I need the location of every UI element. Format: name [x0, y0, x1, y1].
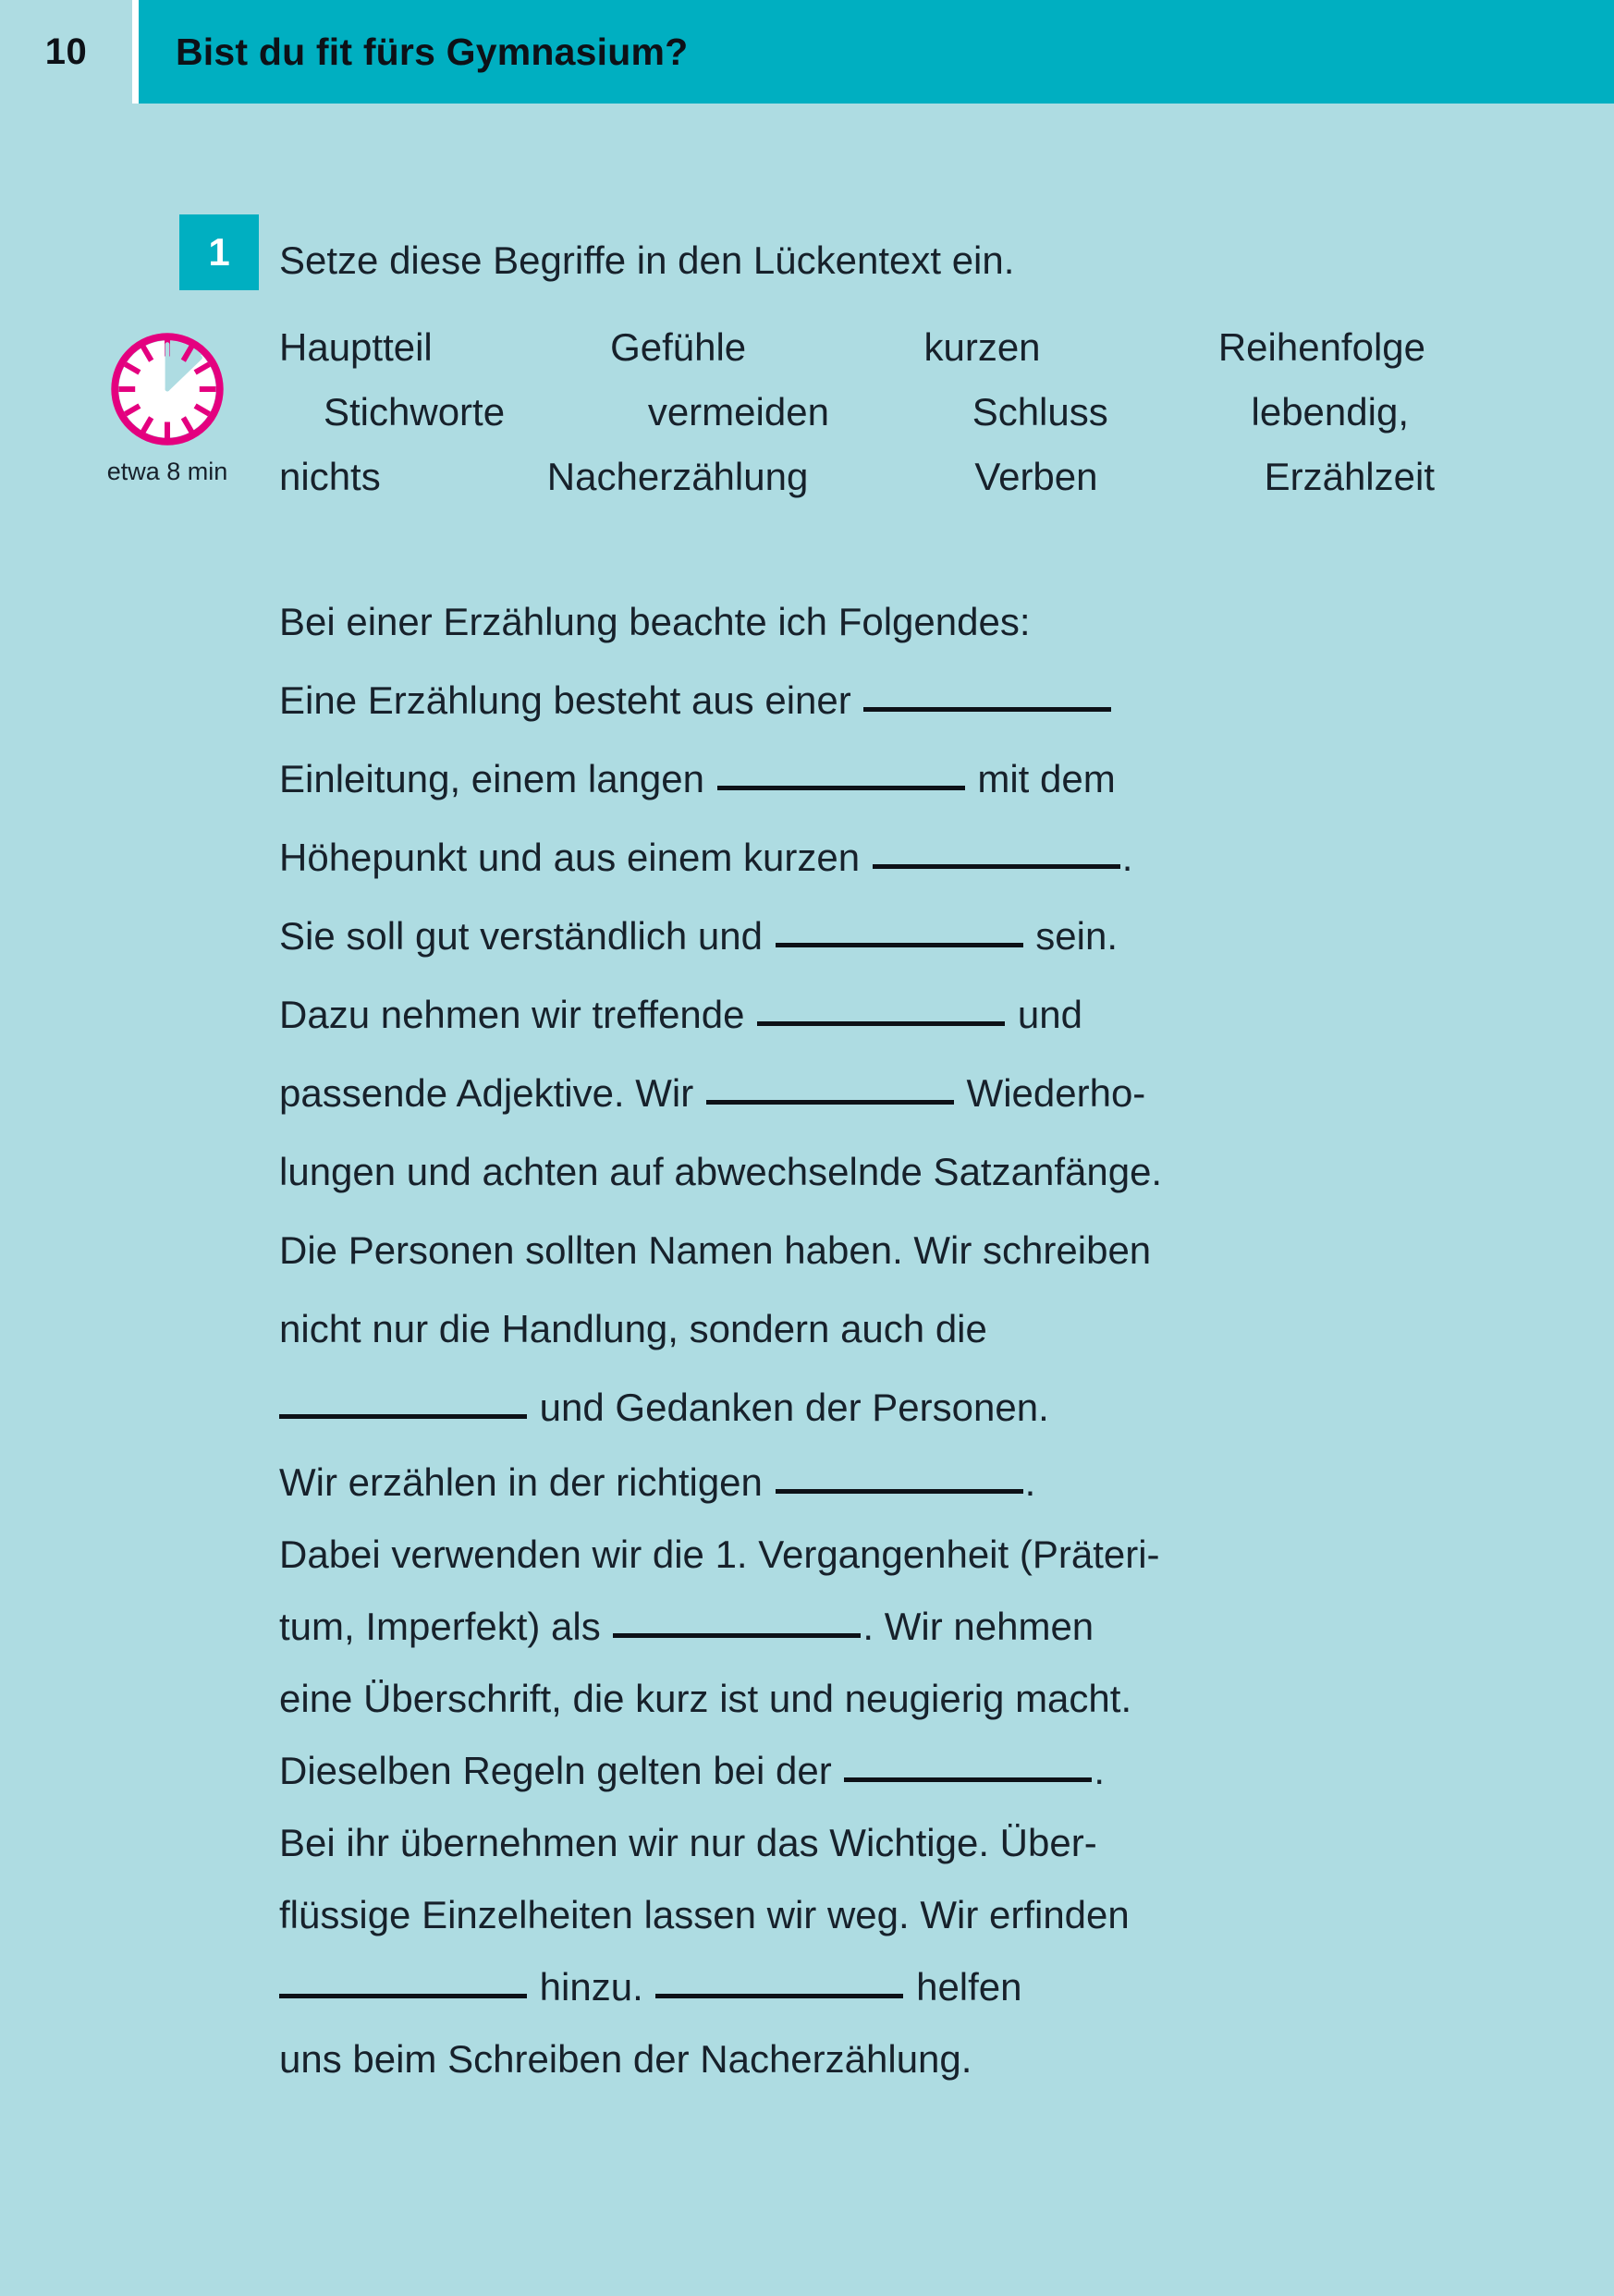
cloze-line: [279, 1211, 1472, 1289]
task-instruction: Setze diese Begriffe in den Lückentext ein.: [279, 238, 1015, 282]
cloze-line: [279, 739, 1472, 818]
word-bank-item[interactable]: Hauptteil: [279, 325, 433, 369]
answer-blank[interactable]: [717, 754, 965, 790]
cloze-line: [279, 1735, 1472, 1807]
cloze-text-run: Wir erzählen in der richtigen: [279, 1460, 774, 1504]
word-bank-item[interactable]: Nacherzählung: [546, 455, 809, 498]
word-bank-item[interactable]: Schluss: [972, 390, 1108, 434]
page-title: Bist du fit fürs Gymnasium?: [176, 30, 689, 73]
cloze-line: [279, 818, 1472, 897]
cloze-line: [279, 1519, 1472, 1591]
word-bank: [279, 325, 1435, 519]
cloze-text-run: nicht nur die Handlung, sondern auch die: [279, 1307, 987, 1350]
cloze-line: [279, 1447, 1472, 1519]
cloze-line: [279, 1368, 1472, 1447]
cloze-text-run: Die Personen sollten Namen haben. Wir schreiben: [279, 1228, 1152, 1272]
cloze-line: [279, 1951, 1472, 2023]
cloze-text-run: Sie soll gut verständlich und: [279, 914, 774, 958]
word-bank-item[interactable]: lebendig,: [1251, 390, 1409, 434]
cloze-text-run: helfen: [905, 1965, 1022, 2009]
page-number: 10: [44, 31, 88, 72]
cloze-line: [279, 1879, 1472, 1951]
word-bank-item[interactable]: nichts: [279, 455, 381, 498]
answer-blank[interactable]: [844, 1746, 1092, 1782]
time-estimate: [102, 324, 233, 486]
answer-blank[interactable]: [279, 1962, 527, 1998]
answer-blank[interactable]: [776, 1458, 1023, 1494]
word-bank-item[interactable]: Stichworte: [324, 390, 506, 434]
cloze-line: [279, 661, 1472, 739]
page-header: [0, 0, 1614, 104]
cloze-line: [279, 1289, 1472, 1368]
answer-blank[interactable]: [776, 911, 1023, 947]
answer-blank[interactable]: [279, 1383, 527, 1419]
answer-blank[interactable]: [873, 833, 1120, 869]
answer-blank[interactable]: [863, 676, 1111, 712]
cloze-line: [279, 582, 1472, 661]
header-band: [139, 0, 1614, 104]
cloze-text-run: sein.: [1024, 914, 1119, 958]
cloze-text-run: Wiederho-: [955, 1071, 1146, 1115]
cloze-text-run: flüssige Einzelheiten lassen wir weg. Wir erfinden: [279, 1893, 1130, 1936]
cloze-text-run: . Wir nehmen: [862, 1605, 1094, 1648]
cloze-line: [279, 2023, 1472, 2095]
cloze-text-run: tum, Imperfekt) als: [279, 1605, 612, 1648]
cloze-text: [279, 582, 1472, 2095]
answer-blank[interactable]: [655, 1962, 903, 1998]
clock-icon: [102, 324, 233, 455]
cloze-text-run: Dieselben Regeln gelten bei der: [279, 1749, 843, 1792]
cloze-text-run: lungen und achten auf abwechselnde Satzanfänge.: [279, 1150, 1163, 1193]
cloze-text-run: .: [1094, 1749, 1106, 1792]
task-number-badge: 1: [179, 214, 259, 290]
cloze-text-run: Bei einer Erzählung beachte ich Folgendes:: [279, 600, 1031, 643]
cloze-text-run: Eine Erzählung besteht aus einer: [279, 678, 862, 722]
word-bank-item[interactable]: vermeiden: [647, 390, 829, 434]
word-bank-row: [279, 390, 1435, 455]
answer-blank[interactable]: [757, 990, 1005, 1026]
cloze-line: [279, 897, 1472, 975]
cloze-text-run: hinzu.: [529, 1965, 654, 2009]
cloze-text-run: Dabei verwenden wir die 1. Vergangenheit (Präteri-: [279, 1533, 1160, 1576]
cloze-text-run: Höhepunkt und aus einem kurzen: [279, 836, 871, 879]
cloze-text-run: eine Überschrift, die kurz ist und neugierig macht.: [279, 1677, 1132, 1720]
word-bank-item[interactable]: Verben: [974, 455, 1098, 498]
cloze-line: [279, 1663, 1472, 1735]
cloze-text-run: Dazu nehmen wir treffende: [279, 993, 756, 1036]
cloze-line: [279, 1132, 1472, 1211]
cloze-line: [279, 975, 1472, 1054]
word-bank-item[interactable]: Erzählzeit: [1264, 455, 1435, 498]
word-bank-item[interactable]: kurzen: [923, 325, 1041, 369]
word-bank-item[interactable]: Gefühle: [610, 325, 747, 369]
time-estimate-label: etwa 8 min: [106, 458, 228, 485]
word-bank-row: [279, 325, 1435, 390]
answer-blank[interactable]: [706, 1069, 954, 1105]
cloze-text-run: .: [1024, 1460, 1036, 1504]
cloze-text-run: Bei ihr übernehmen wir nur das Wichtige. Über-: [279, 1821, 1097, 1864]
cloze-text-run: mit dem: [966, 757, 1116, 800]
cloze-line: [279, 1054, 1472, 1132]
cloze-text-run: .: [1121, 836, 1133, 879]
word-bank-row: [279, 455, 1435, 519]
cloze-text-run: Einleitung, einem langen: [279, 757, 715, 800]
cloze-text-run: und Gedanken der Personen.: [529, 1386, 1049, 1429]
cloze-line: [279, 1591, 1472, 1663]
cloze-text-run: und: [1007, 993, 1082, 1036]
answer-blank[interactable]: [613, 1602, 861, 1638]
cloze-line: [279, 1807, 1472, 1879]
word-bank-item[interactable]: Reihenfolge: [1217, 325, 1425, 369]
cloze-text-run: uns beim Schreiben der Nacherzählung.: [279, 2037, 972, 2081]
page-number-cell: [0, 0, 139, 104]
cloze-text-run: passende Adjektive. Wir: [279, 1071, 704, 1115]
